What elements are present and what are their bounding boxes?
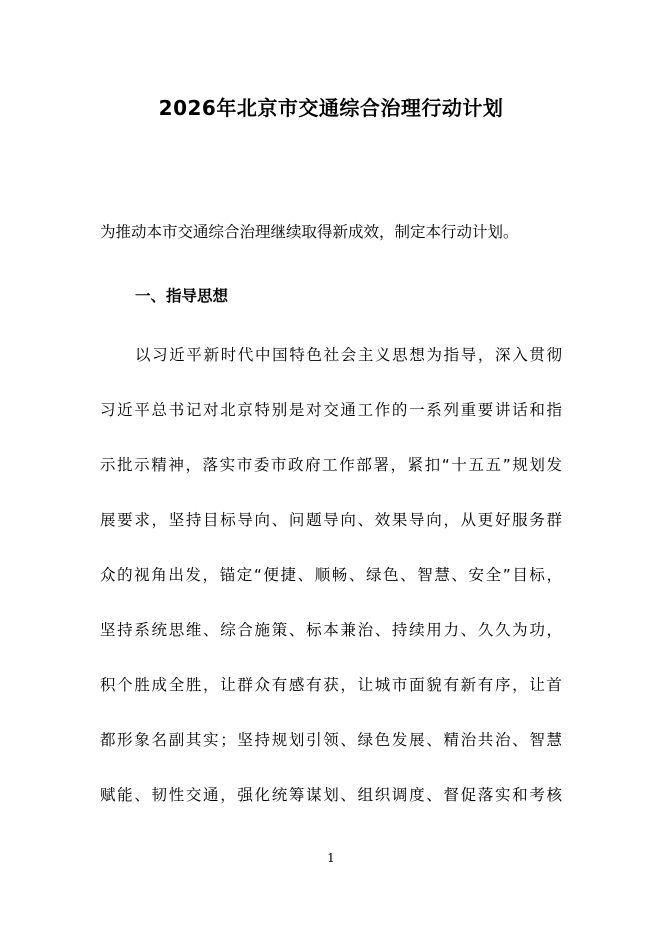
- body-line: 示批示精神，落实市委市政府工作部署，紧扣“十五五”规划发: [100, 456, 562, 474]
- body-line: 众的视角出发，锚定“便捷、顺畅、绿色、智慧、安全”目标，: [100, 566, 562, 584]
- body-line: 积个胜成全胜，让群众有感有获，让城市面貌有新有序，让首: [100, 676, 562, 694]
- body-line: 都形象名副其实；坚持规划引领、绿色发展、精治共治、智慧: [100, 731, 562, 749]
- intro-paragraph: 为推动本市交通综合治理继续取得新成效，制定本行动计划。: [100, 223, 519, 241]
- body-line: 以习近平新时代中国特色社会主义思想为指导，深入贯彻: [135, 346, 562, 364]
- body-line: 展要求，坚持目标导向、问题导向、效果导向，从更好服务群: [100, 511, 562, 529]
- section-heading: 一、指导思想: [135, 287, 229, 305]
- document-title: 2026年北京市交通综合治理行动计划: [158, 96, 504, 120]
- body-line: 习近平总书记对北京特别是对交通工作的一系列重要讲话和指: [100, 401, 562, 419]
- body-line: 赋能、韧性交通，强化统筹谋划、组织调度、督促落实和考核: [100, 786, 562, 804]
- page-number: 1: [327, 851, 335, 865]
- body-line: 坚持系统思维、综合施策、标本兼治、持续用力、久久为功，: [100, 621, 562, 639]
- body-paragraph: [100, 343, 562, 838]
